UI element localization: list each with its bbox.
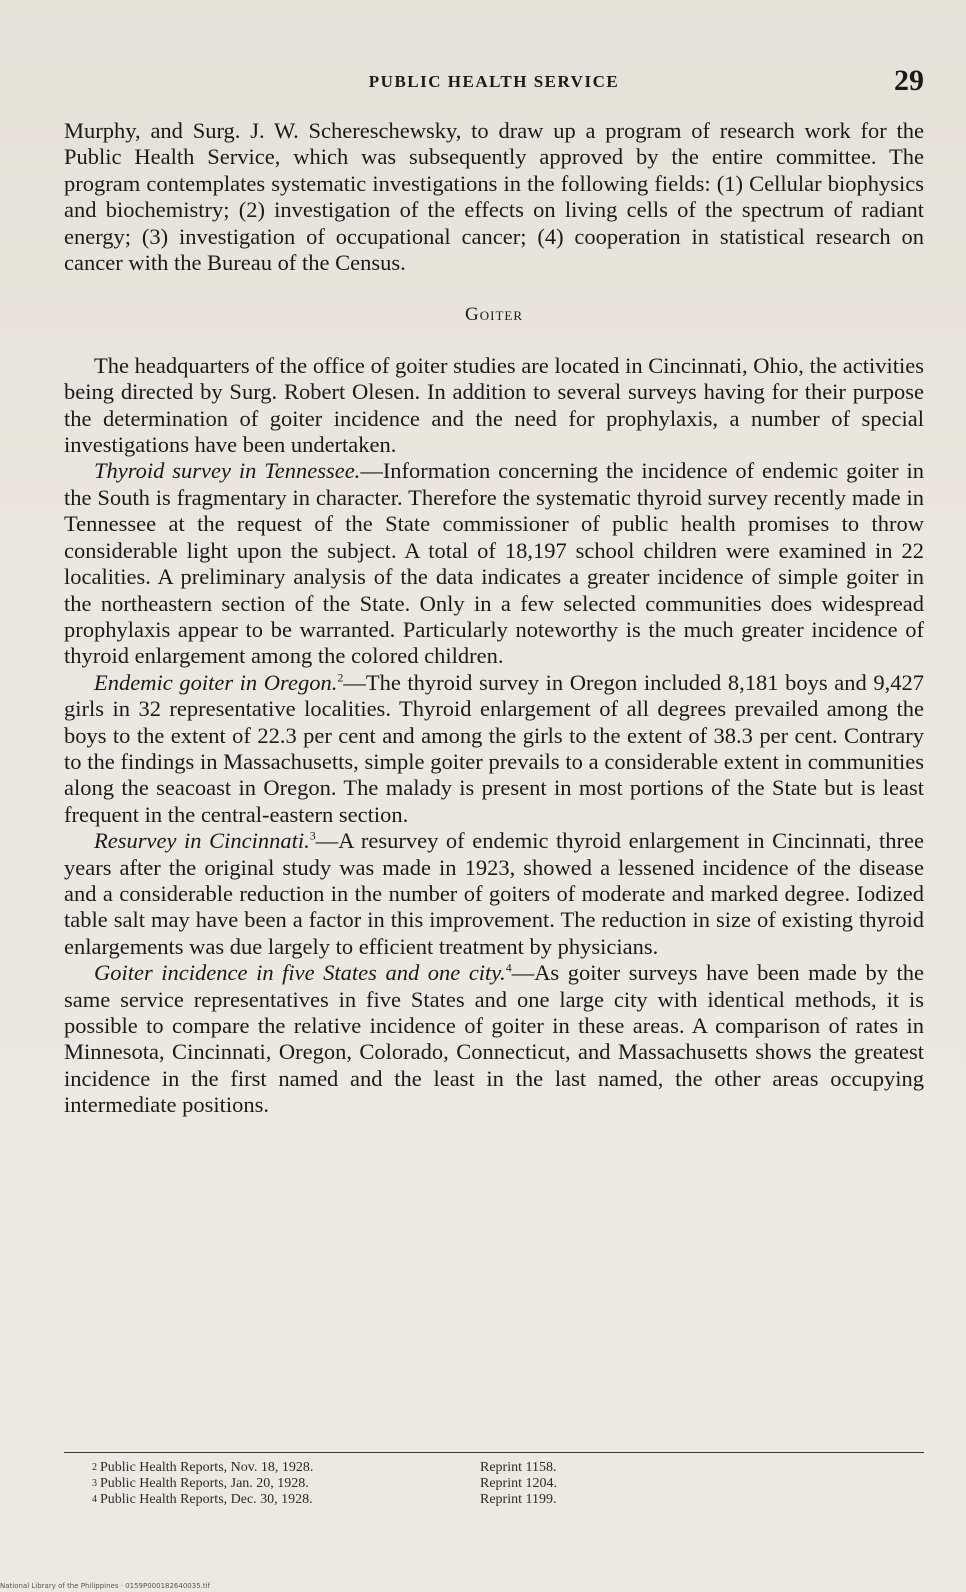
subhead-oregon: Endemic goiter in Oregon. [94, 669, 338, 695]
footnote-reprint: Reprint 1204. [480, 1476, 557, 1491]
paragraph-oregon [64, 670, 924, 828]
footnote-item [92, 1476, 892, 1492]
paragraph-tennessee [64, 458, 924, 669]
page-header [64, 64, 924, 104]
paragraph-five-states [64, 960, 924, 1118]
footnote-ref-4: 4 [505, 960, 512, 975]
footnote-ref-3: 3 [309, 828, 316, 843]
footnote-reprint: Reprint 1199. [480, 1492, 557, 1507]
paragraph-oregon-text: —The thyroid survey in Oregon included 8,181 boys and 9,427 girls in 32 representative localities. Thyroid enlargement of all degrees prevailed among the boys to the extent of 22.3 per cent and among the girls to the extent of 38.3 per cent. Contrary to the findings in Massachusetts, simple goiter prevails to a considerable extent in communities along the seacoast in Oregon. The malady is present in most portions of the State but is least frequent in the central-eastern section. [64, 669, 924, 827]
footnotes [92, 1460, 892, 1508]
footnote-mark: 3 [92, 1478, 97, 1489]
paragraph-cincinnati [64, 828, 924, 960]
footnote-source: Public Health Reports, Jan. 20, 1928. [100, 1476, 309, 1491]
running-head: PUBLIC HEALTH SERVICE [368, 72, 620, 91]
section-heading-goiter: Goiter [465, 304, 523, 326]
subhead-tennessee: Thyroid survey in Tennessee. [94, 458, 361, 484]
body-text [64, 118, 924, 1119]
footnote-reprint: Reprint 1158. [480, 1460, 557, 1475]
paragraph-five-states-text: —As goiter surveys have been made by the same service representatives in five States and one large city with identical methods, it is possible to compare the relative incidence of goiter in these areas. A comparison of rates in Minnesota, Cincinnati, Oregon, Colorado, Connecticut, and Massachusetts shows the greatest incidence in the first named and the least in the last named, the other areas occupying intermediate positions. [64, 960, 924, 1118]
footnote-mark: 2 [92, 1462, 97, 1473]
subhead-cincinnati: Resurvey in Cincinnati. [94, 828, 310, 854]
subhead-five-states: Goiter incidence in five States and one city. [94, 960, 506, 986]
footnote-mark: 4 [92, 1494, 97, 1505]
paragraph-goiter-intro: The headquarters of the office of goiter studies are located in Cincinnati, Ohio, the activities being directed by Surg. Robert Olesen. In addition to several surveys having for their purpose the determination of goiter incidence and the need for prophylaxis, a number of special investigations have been undertaken. [64, 352, 924, 458]
footnote-source: Public Health Reports, Nov. 18, 1928. [100, 1460, 314, 1475]
paragraph-continuation: Murphy, and Surg. J. W. Schereschewsky, to draw up a program of research work for the Public Health Service, which was subsequently approved by the entire committee. The program contemplates systematic investigations in the following fields: (1) Cellular biophysics and biochemistry; (2) investigation of the effects on living cells of the spectrum of radiant energy; (3) investigation of occupational cancer; (4) cooperation in statistical research on cancer with the Bureau of the Census. [64, 118, 924, 276]
footnote-ref-2: 2 [337, 670, 344, 685]
footnote-item [92, 1460, 892, 1476]
footnote-source: Public Health Reports, Dec. 30, 1928. [100, 1492, 313, 1507]
paragraph-tennessee-text: —Information concerning the incidence of endemic goiter in the South is fragmentary in character. Therefore the systematic thyroid survey recently made in Tennessee at the request of the State commissioner of public health promises to throw considerable light upon the subject. A total of 18,197 school children were examined in 22 localities. A preliminary analysis of the data indicates a greater incidence of simple goiter in the northeastern section of the State. Only in a few selected communities does widespread prophylaxis appear to be warranted. Particularly noteworthy is the much greater incidence of thyroid enlargement among the colored children. [64, 458, 924, 669]
footnote-divider [64, 1452, 924, 1453]
scan-watermark: National Library of the Philippines · 0159P000182640035.tif [0, 1582, 211, 1590]
footnote-item [92, 1492, 892, 1508]
paragraph-cincinnati-text: —A resurvey of endemic thyroid enlargement in Cincinnati, three years after the original study was made in 1923, showed a lessened incidence of the disease and a considerable reduction in the number of goiters of moderate and marked degree. Iodized table salt may have been a factor in this improvement. The reduction in size of existing thyroid enlargements was due largely to efficient treatment by physicians. [64, 828, 925, 959]
page-number: 29 [894, 64, 924, 97]
